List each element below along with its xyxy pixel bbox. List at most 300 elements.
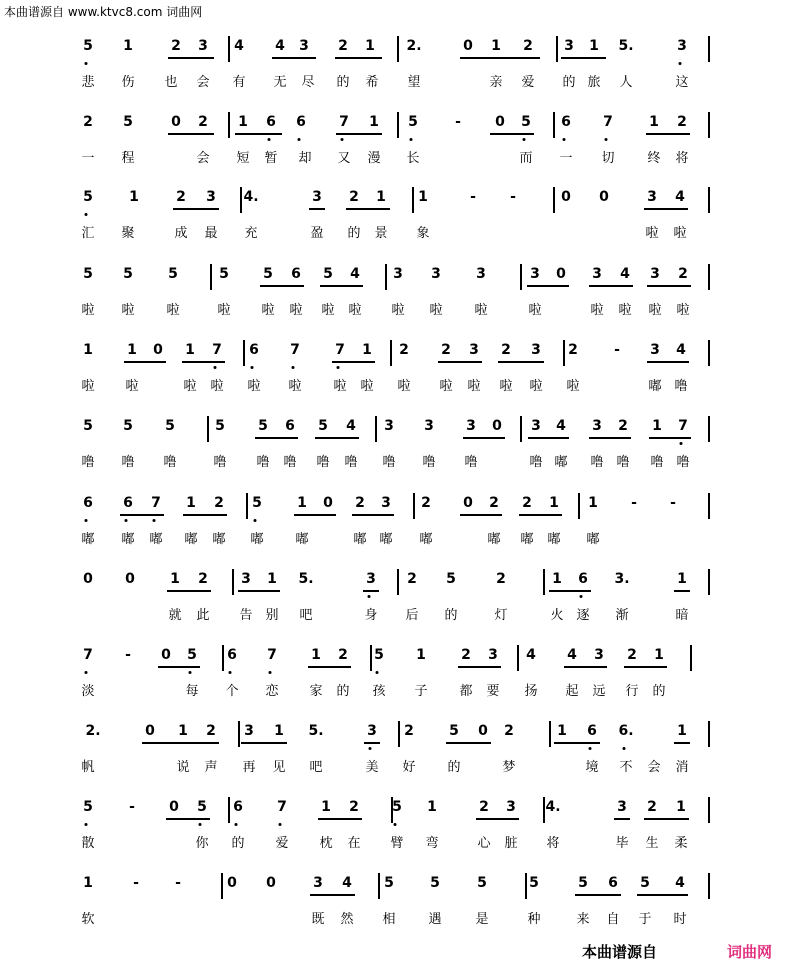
note: 3 bbox=[469, 342, 479, 358]
footer-site-label: 词曲网 bbox=[727, 943, 773, 961]
lyric-char: 臂 bbox=[390, 836, 404, 851]
beam-underline bbox=[235, 133, 282, 135]
note: 5 bbox=[219, 266, 229, 282]
lyric-char: 嘟 bbox=[184, 532, 198, 547]
lyric-char: 嘟 bbox=[379, 532, 393, 547]
beam-underline bbox=[309, 208, 325, 210]
note: 7 bbox=[151, 495, 161, 511]
lyric-char: 再 bbox=[242, 760, 256, 775]
note: 5 bbox=[374, 647, 384, 663]
note: 3 bbox=[564, 38, 574, 54]
note: 0 bbox=[145, 723, 155, 739]
note: - bbox=[470, 189, 476, 205]
note: 4 bbox=[526, 647, 536, 663]
bar-line bbox=[708, 264, 710, 290]
note: 3 bbox=[531, 342, 541, 358]
lyric-char: 嘟 bbox=[121, 532, 135, 547]
note: 5 bbox=[123, 418, 133, 434]
note: 1 bbox=[274, 723, 284, 739]
beam-underline bbox=[335, 57, 382, 59]
beam-underline bbox=[315, 437, 359, 439]
beam-underline bbox=[589, 285, 633, 287]
octave-dot bbox=[563, 138, 566, 141]
beam-underline bbox=[549, 590, 591, 592]
lyric-char: 散 bbox=[81, 836, 95, 851]
lyric-char: 啦 bbox=[590, 303, 604, 318]
note: 5 bbox=[123, 114, 133, 130]
lyric-char: 啦 bbox=[210, 379, 224, 394]
beam-underline bbox=[167, 590, 211, 592]
lyric-char: 会 bbox=[196, 75, 210, 90]
lyric-char: 起 bbox=[565, 684, 579, 699]
note: 4 bbox=[620, 266, 630, 282]
note: 3 bbox=[466, 418, 476, 434]
lyric-char: 嘟 bbox=[554, 455, 568, 470]
note: - bbox=[631, 495, 637, 511]
beam-underline bbox=[310, 894, 355, 896]
note: 2 bbox=[198, 571, 208, 587]
lyric-char: 啦 bbox=[333, 379, 347, 394]
lyric-char: 噜 bbox=[256, 455, 270, 470]
lyric-char: 短 bbox=[236, 151, 250, 166]
lyric-char: 啦 bbox=[474, 303, 488, 318]
note: 7 bbox=[277, 799, 287, 815]
lyric-char: 啦 bbox=[391, 303, 405, 318]
octave-dot bbox=[269, 671, 272, 674]
note: 1 bbox=[589, 38, 599, 54]
beam-underline bbox=[336, 133, 382, 135]
octave-dot bbox=[580, 595, 583, 598]
octave-dot bbox=[153, 519, 156, 522]
note: 5 bbox=[83, 418, 93, 434]
note: 3 bbox=[381, 495, 391, 511]
lyric-char: 无 bbox=[273, 75, 287, 90]
octave-dot bbox=[254, 519, 257, 522]
note: - bbox=[614, 342, 620, 358]
note: 7 bbox=[339, 114, 349, 130]
lyric-char: 身 bbox=[364, 608, 378, 623]
lyric-char: 望 bbox=[407, 75, 421, 90]
lyric-char: 就 bbox=[168, 608, 182, 623]
bar-line bbox=[708, 416, 710, 442]
note: 3 bbox=[650, 342, 660, 358]
note: 4 bbox=[567, 647, 577, 663]
lyric-char: 逐 bbox=[576, 608, 590, 623]
lyric-char: 成 bbox=[174, 226, 188, 241]
bar-line bbox=[228, 36, 230, 62]
note: 3 bbox=[531, 418, 541, 434]
note: 3 bbox=[312, 189, 322, 205]
lyric-char: 啦 bbox=[81, 379, 95, 394]
beam-underline bbox=[120, 514, 164, 516]
note: 2 bbox=[214, 495, 224, 511]
octave-dot bbox=[292, 366, 295, 369]
octave-dot bbox=[368, 595, 371, 598]
note: 1 bbox=[321, 799, 331, 815]
note: 0 bbox=[125, 571, 135, 587]
beam-underline bbox=[166, 818, 210, 820]
note: 2 bbox=[176, 189, 186, 205]
lyric-char: 别 bbox=[265, 608, 279, 623]
lyric-char: 爱 bbox=[275, 836, 289, 851]
lyric-char: 然 bbox=[340, 912, 354, 927]
beam-underline bbox=[318, 818, 362, 820]
note: 1 bbox=[588, 495, 598, 511]
lyric-char: 帆 bbox=[81, 760, 95, 775]
lyric-char: 每 bbox=[185, 684, 199, 699]
note: 7 bbox=[603, 114, 613, 130]
lyric-char: 啦 bbox=[125, 379, 139, 394]
beam-underline bbox=[647, 285, 691, 287]
lyric-char: 啦 bbox=[288, 379, 302, 394]
note: 3 bbox=[592, 418, 602, 434]
octave-dot bbox=[605, 138, 608, 141]
lyric-char: 噜 bbox=[163, 455, 177, 470]
note: 7 bbox=[335, 342, 345, 358]
beam-underline bbox=[527, 285, 569, 287]
note: 5 bbox=[430, 875, 440, 891]
beam-underline bbox=[637, 894, 688, 896]
octave-dot bbox=[623, 747, 626, 750]
note: 4 bbox=[346, 418, 356, 434]
note: 0 bbox=[83, 571, 93, 587]
note: 7 bbox=[83, 647, 93, 663]
note: 4 bbox=[675, 189, 685, 205]
lyric-char: 啦 bbox=[648, 303, 662, 318]
note: 1 bbox=[652, 418, 662, 434]
lyric-char: 软 bbox=[81, 912, 95, 927]
note: 3 bbox=[424, 418, 434, 434]
beam-underline bbox=[528, 437, 569, 439]
note: 0 bbox=[161, 647, 171, 663]
note: 4 bbox=[234, 38, 244, 54]
lyric-char: 暗 bbox=[675, 608, 689, 623]
note: 3 bbox=[488, 647, 498, 663]
beam-underline bbox=[644, 818, 689, 820]
note: 2 bbox=[496, 571, 506, 587]
note: 5 bbox=[83, 38, 93, 54]
note: 5 bbox=[477, 875, 487, 891]
lyric-char: 啦 bbox=[360, 379, 374, 394]
note: 6 bbox=[123, 495, 133, 511]
lyric-char: 聚 bbox=[121, 226, 135, 241]
lyric-char: 噜 bbox=[382, 455, 396, 470]
note: 6 bbox=[291, 266, 301, 282]
octave-dot bbox=[125, 519, 128, 522]
lyric-char: 会 bbox=[647, 760, 661, 775]
lyric-char: 种 bbox=[527, 912, 541, 927]
note: 1 bbox=[649, 114, 659, 130]
octave-dot bbox=[410, 138, 413, 141]
bar-line bbox=[520, 416, 522, 442]
bar-line bbox=[553, 112, 555, 138]
note: 6 bbox=[578, 571, 588, 587]
note: 0 bbox=[463, 495, 473, 511]
note: 5 bbox=[578, 875, 588, 891]
lyric-char: 噜 bbox=[283, 455, 297, 470]
note: 5 bbox=[187, 647, 197, 663]
note: 2 bbox=[355, 495, 365, 511]
note: 5 bbox=[384, 875, 394, 891]
lyric-char: 柔 bbox=[674, 836, 688, 851]
octave-dot bbox=[680, 442, 683, 445]
note: 2 bbox=[399, 342, 409, 358]
note: 6 bbox=[285, 418, 295, 434]
note: 1 bbox=[557, 723, 567, 739]
note: 0 bbox=[556, 266, 566, 282]
lyric-char: 嘟 bbox=[212, 532, 226, 547]
note: 2 bbox=[83, 114, 93, 130]
note: 6 bbox=[561, 114, 571, 130]
bar-line bbox=[240, 187, 242, 213]
octave-dot bbox=[394, 823, 397, 826]
note: 5 bbox=[165, 418, 175, 434]
note: 0 bbox=[153, 342, 163, 358]
note: 5 bbox=[392, 799, 402, 815]
beam-underline bbox=[124, 361, 166, 363]
note: 2 bbox=[338, 38, 348, 54]
note: 0 bbox=[463, 38, 473, 54]
lyric-char: 噜 bbox=[676, 455, 690, 470]
note: 4 bbox=[350, 266, 360, 282]
bar-line bbox=[413, 493, 415, 519]
note: 5 bbox=[521, 114, 531, 130]
lyric-char: 啦 bbox=[166, 303, 180, 318]
note: 2 bbox=[618, 418, 628, 434]
lyric-char: 既 bbox=[311, 912, 325, 927]
octave-dot bbox=[369, 747, 372, 750]
note: - bbox=[510, 189, 516, 205]
lyric-char: 生 bbox=[645, 836, 659, 851]
note: 3 bbox=[650, 266, 660, 282]
note: 0 bbox=[599, 189, 609, 205]
beam-underline bbox=[460, 514, 502, 516]
note: 2 bbox=[198, 114, 208, 130]
octave-dot bbox=[229, 671, 232, 674]
lyric-char: 嘟 bbox=[520, 532, 534, 547]
beam-underline bbox=[674, 590, 690, 592]
note: 1 bbox=[418, 189, 428, 205]
note: 4. bbox=[243, 189, 259, 205]
lyric-char: 嘟 bbox=[250, 532, 264, 547]
bar-line bbox=[556, 36, 558, 62]
note: 5. bbox=[618, 38, 634, 54]
lyric-char: 噜 bbox=[213, 455, 227, 470]
beam-underline bbox=[446, 742, 491, 744]
note: 2 bbox=[479, 799, 489, 815]
lyric-char: 将 bbox=[675, 151, 689, 166]
lyric-char: 会 bbox=[196, 151, 210, 166]
note: 3 bbox=[592, 266, 602, 282]
note: 6 bbox=[608, 875, 618, 891]
note: 4 bbox=[342, 875, 352, 891]
note: 3 bbox=[594, 647, 604, 663]
note: 1 bbox=[491, 38, 501, 54]
note: 3 bbox=[530, 266, 540, 282]
lyric-char: 切 bbox=[601, 151, 615, 166]
beam-underline bbox=[519, 514, 562, 516]
note: 5 bbox=[323, 266, 333, 282]
lyric-char: 嘟 bbox=[547, 532, 561, 547]
lyric-char: 于 bbox=[638, 912, 652, 927]
bar-line bbox=[385, 264, 387, 290]
beam-underline bbox=[183, 514, 227, 516]
lyric-char: 啦 bbox=[528, 303, 542, 318]
lyric-char: 你 bbox=[195, 836, 209, 851]
lyric-char: 噜 bbox=[316, 455, 330, 470]
beam-underline bbox=[346, 208, 390, 210]
note: 2 bbox=[523, 38, 533, 54]
lyric-char: 噜 bbox=[616, 455, 630, 470]
note: 1 bbox=[362, 342, 372, 358]
lyric-char: 漫 bbox=[367, 151, 381, 166]
lyric-char: 子 bbox=[414, 684, 428, 699]
lyric-char: 远 bbox=[592, 684, 606, 699]
lyric-char: 啦 bbox=[348, 303, 362, 318]
note: 5 bbox=[318, 418, 328, 434]
lyric-char: 嘟 bbox=[81, 532, 95, 547]
note: 1 bbox=[170, 571, 180, 587]
lyric-char: 说 bbox=[176, 760, 190, 775]
note: 2 bbox=[407, 571, 417, 587]
beam-underline bbox=[463, 437, 505, 439]
note: 1 bbox=[123, 38, 133, 54]
lyric-char: 时 bbox=[673, 912, 687, 927]
lyric-char: 盈 bbox=[310, 226, 324, 241]
lyric-char: 心 bbox=[477, 836, 491, 851]
octave-dot bbox=[214, 366, 217, 369]
octave-dot bbox=[85, 62, 88, 65]
lyric-char: 啦 bbox=[121, 303, 135, 318]
note: 6 bbox=[83, 495, 93, 511]
note: 2 bbox=[349, 799, 359, 815]
lyric-char: 在 bbox=[347, 836, 361, 851]
note: 5 bbox=[83, 266, 93, 282]
lyric-char: 的 bbox=[336, 684, 350, 699]
bar-line bbox=[398, 721, 400, 747]
lyric-char: 吧 bbox=[299, 608, 313, 623]
note: 1 bbox=[376, 189, 386, 205]
lyric-char: 噜 bbox=[81, 455, 95, 470]
lyric-char: 脏 bbox=[504, 836, 518, 851]
note: 3 bbox=[367, 723, 377, 739]
lyric-char: 灯 bbox=[494, 608, 508, 623]
bar-line bbox=[708, 36, 710, 62]
lyric-char: 啦 bbox=[618, 303, 632, 318]
bar-line bbox=[228, 112, 230, 138]
octave-dot bbox=[235, 823, 238, 826]
note: 3 bbox=[206, 189, 216, 205]
lyric-char: 来 bbox=[576, 912, 590, 927]
beam-underline bbox=[294, 514, 336, 516]
note: 5 bbox=[258, 418, 268, 434]
note: 4 bbox=[676, 342, 686, 358]
note: 5 bbox=[446, 571, 456, 587]
lyric-char: 爱 bbox=[521, 75, 535, 90]
lyric-char: 噜 bbox=[674, 379, 688, 394]
note: 2 bbox=[338, 647, 348, 663]
lyric-char: 希 bbox=[365, 75, 379, 90]
lyric-char: 声 bbox=[204, 760, 218, 775]
lyric-char: 啦 bbox=[289, 303, 303, 318]
lyric-char: 火 bbox=[550, 608, 564, 623]
lyric-char: 啦 bbox=[673, 226, 687, 241]
lyric-char: 啦 bbox=[566, 379, 580, 394]
octave-dot bbox=[268, 138, 271, 141]
beam-underline bbox=[575, 894, 621, 896]
note: - bbox=[129, 799, 135, 815]
lyric-char: 噜 bbox=[650, 455, 664, 470]
octave-dot bbox=[337, 366, 340, 369]
note: 4 bbox=[275, 38, 285, 54]
beam-underline bbox=[308, 666, 351, 668]
lyric-char: 梦 bbox=[502, 760, 516, 775]
note: 3 bbox=[393, 266, 403, 282]
bar-line bbox=[708, 493, 710, 519]
octave-dot bbox=[85, 213, 88, 216]
lyric-char: 亲 bbox=[489, 75, 503, 90]
bar-line bbox=[232, 569, 234, 595]
note: 3 bbox=[313, 875, 323, 891]
lyric-char: 噜 bbox=[529, 455, 543, 470]
lyric-char: 毕 bbox=[615, 836, 629, 851]
note: 3 bbox=[366, 571, 376, 587]
note: 6 bbox=[587, 723, 597, 739]
note: 0 bbox=[495, 114, 505, 130]
beam-underline bbox=[363, 590, 379, 592]
lyric-char: 尽 bbox=[301, 75, 315, 90]
bar-line bbox=[210, 264, 212, 290]
note: 0 bbox=[266, 875, 276, 891]
lyric-char: 好 bbox=[402, 760, 416, 775]
note: 5 bbox=[83, 189, 93, 205]
beam-underline bbox=[460, 57, 540, 59]
note: 5. bbox=[308, 723, 324, 739]
beam-underline bbox=[255, 437, 298, 439]
lyric-char: 的 bbox=[447, 760, 461, 775]
note: 2 bbox=[677, 114, 687, 130]
note: 2 bbox=[206, 723, 216, 739]
bar-line bbox=[370, 645, 372, 671]
note: 3 bbox=[647, 189, 657, 205]
bar-line bbox=[563, 340, 565, 366]
lyric-char: 而 bbox=[519, 151, 533, 166]
bar-line bbox=[375, 416, 377, 442]
lyric-char: 却 bbox=[298, 151, 312, 166]
note: 3 bbox=[617, 799, 627, 815]
lyric-char: 后 bbox=[405, 608, 419, 623]
note: - bbox=[455, 114, 461, 130]
note: 6 bbox=[266, 114, 276, 130]
note: 7 bbox=[678, 418, 688, 434]
lyric-char: 终 bbox=[647, 151, 661, 166]
bar-line bbox=[578, 493, 580, 519]
note: 0 bbox=[227, 875, 237, 891]
note: 1 bbox=[427, 799, 437, 815]
beam-underline bbox=[646, 133, 690, 135]
beam-underline bbox=[173, 208, 219, 210]
lyric-char: 啦 bbox=[676, 303, 690, 318]
note: - bbox=[125, 647, 131, 663]
octave-dot bbox=[85, 519, 88, 522]
beam-underline bbox=[158, 666, 200, 668]
note: 2 bbox=[441, 342, 451, 358]
lyric-char: 噜 bbox=[422, 455, 436, 470]
lyric-char: 遇 bbox=[428, 912, 442, 927]
note: 1 bbox=[677, 723, 687, 739]
beam-underline bbox=[364, 742, 380, 744]
note: 4 bbox=[675, 875, 685, 891]
